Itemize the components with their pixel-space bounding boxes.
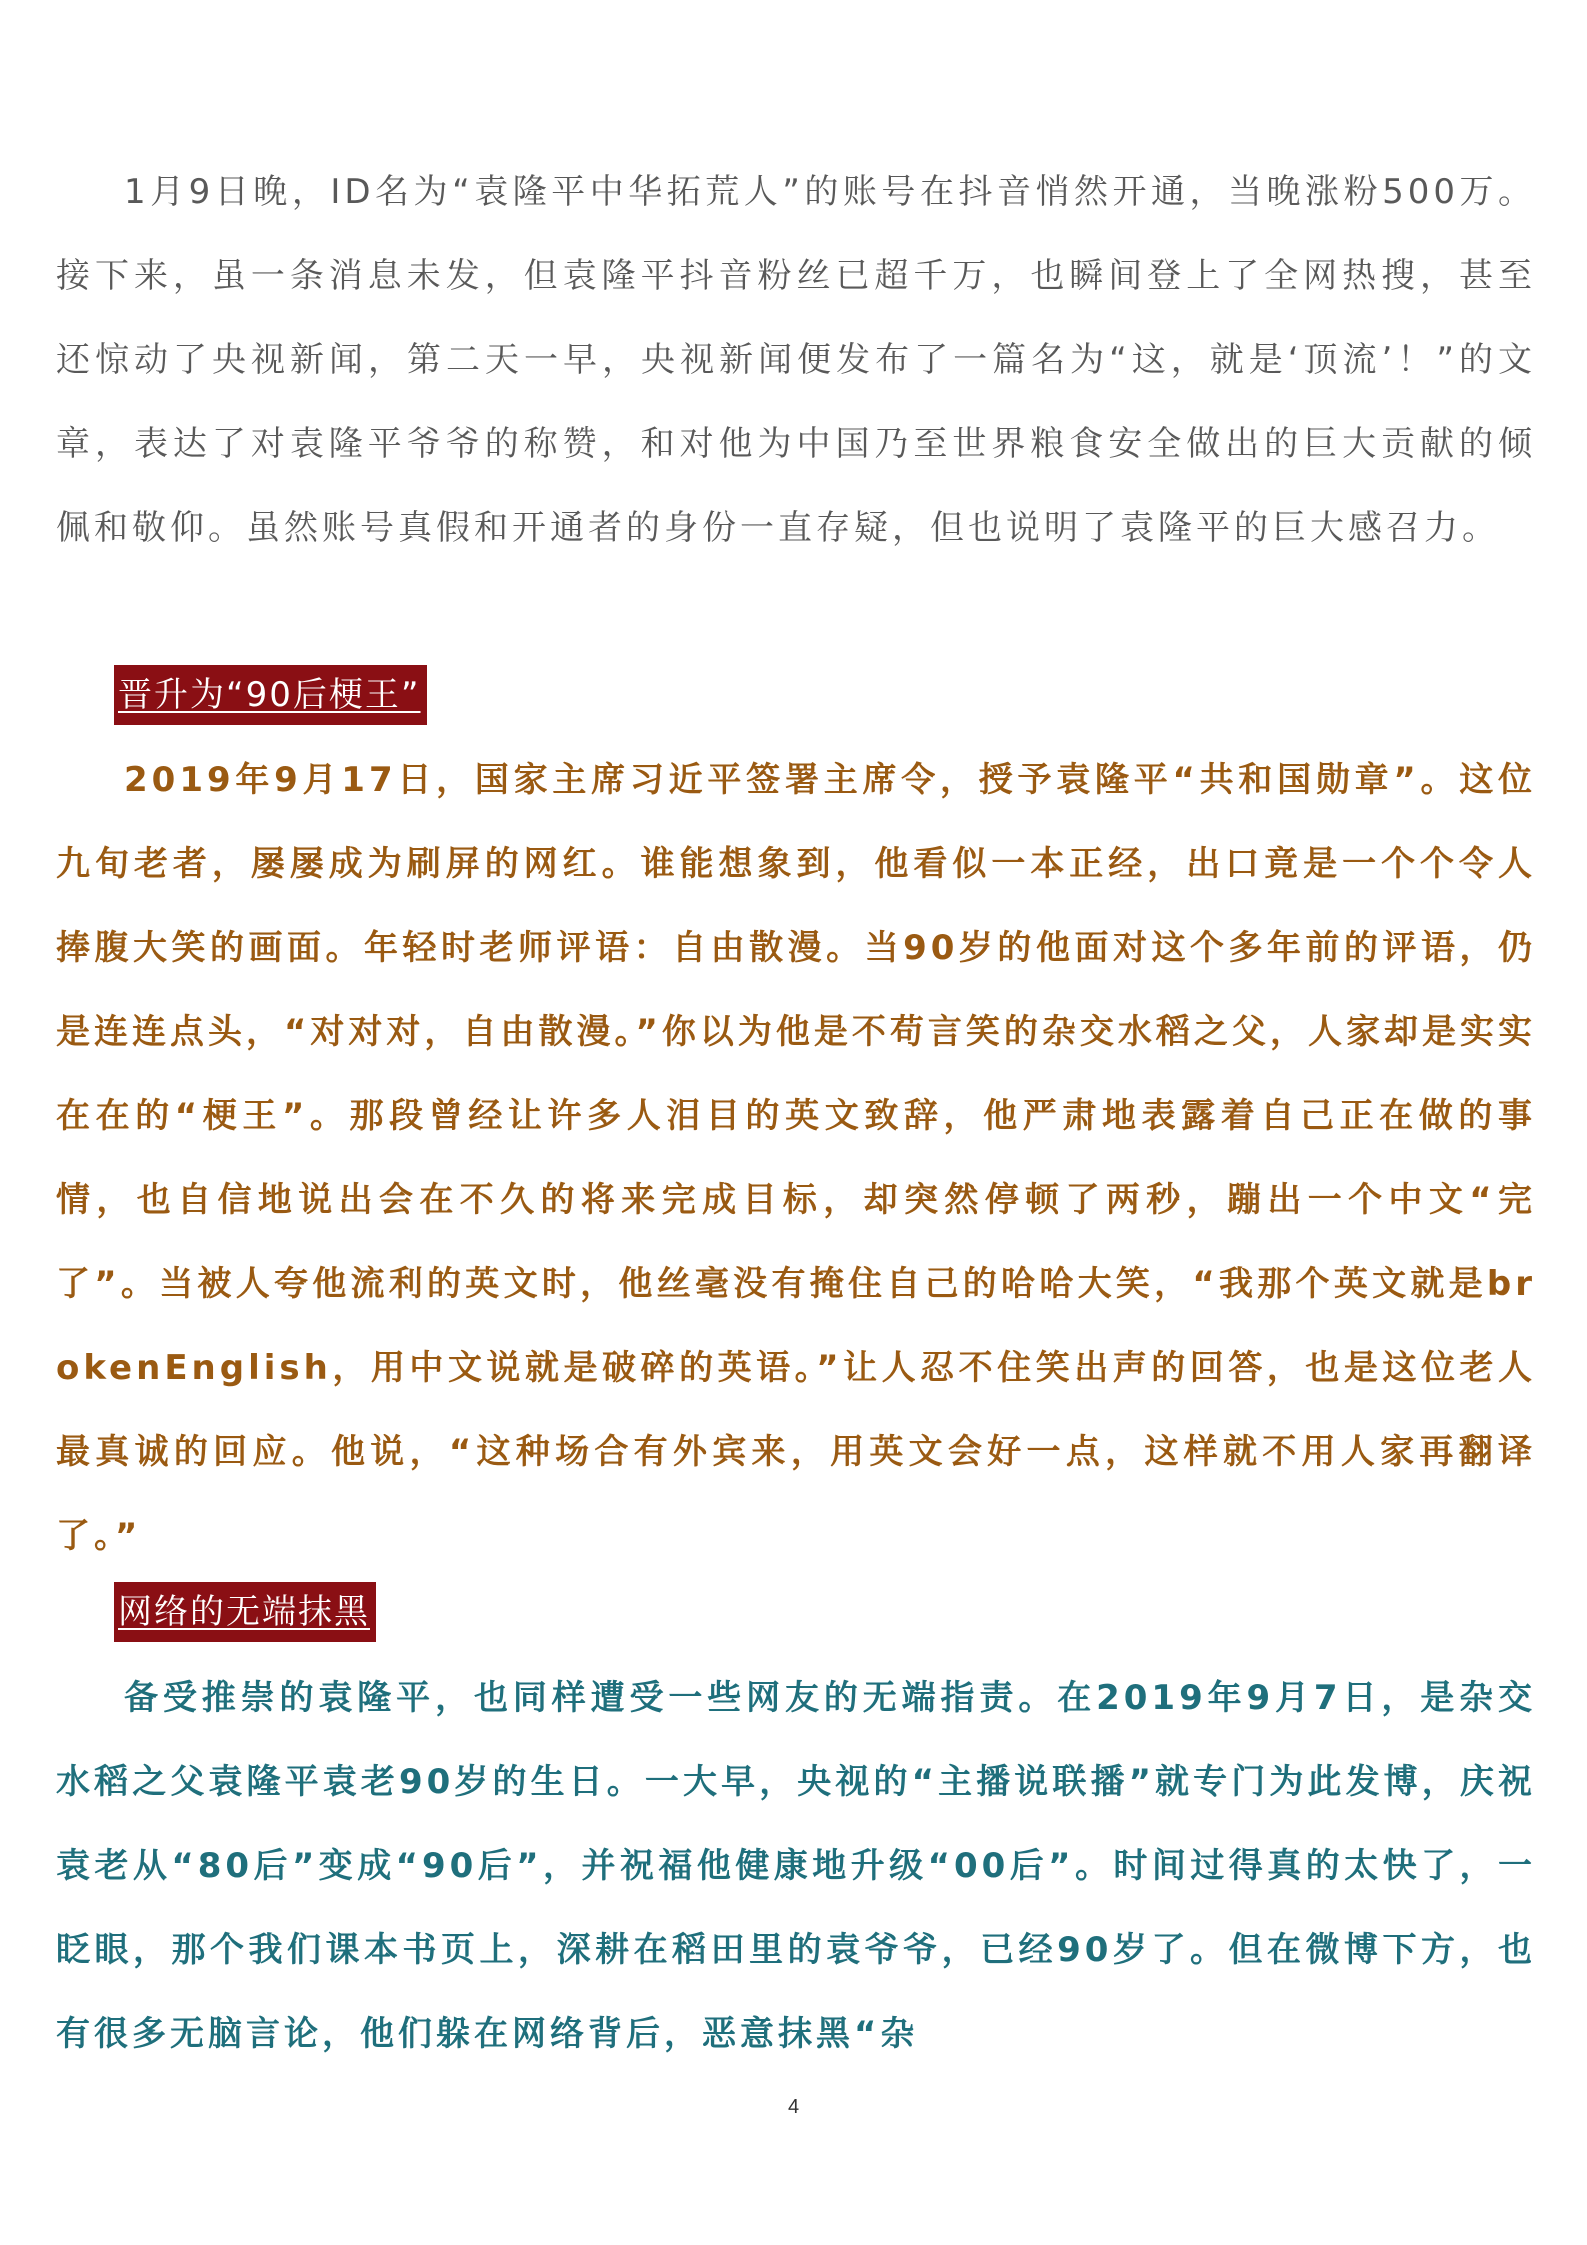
smear-paragraph: 备受推崇的袁隆平，也同样遭受一些网友的无端指责。在2019年9月7日，是杂交水稻之父袁隆平袁老90岁的生日。一大早，央视的“主播说联播”就专门为此发博，庆祝袁老从“80后”变成“90后”，并祝福他健康地升级“00后”。时间过得真的太快了，一眨眼，那个我们课本书页上，深耕在稻田里的袁爷爷，已经90岁了。但在微博下方，也有很多无脑言论，他们躲在网络背后，恶意抹黑“杂 <box>56 1678 1536 2054</box>
section-heading-meme-king: 晋升为“90后梗王” <box>114 665 427 725</box>
page-number: 4 <box>787 2096 800 2118</box>
section-heading-smear: 网络的无端抹黑 <box>114 1582 376 1642</box>
intro-paragraph: 1月9日晚，ID名为“袁隆平中华拓荒人”的账号在抖音悄然开通，当晚涨粉500万。接下来，虽一条消息未发，但袁隆平抖音粉丝已超千万，也瞬间登上了全网热搜，甚至还惊动了央视新闻，第二天一早，央视新闻便发布了一篇名为“这，就是‘顶流’！”的文章，表达了对袁隆平爷爷的称赞，和对他为中国乃至世界粮食安全做出的巨大贡献的倾佩和敬仰。虽然账号真假和开通者的身份一直存疑，但也说明了袁隆平的巨大感召力。 <box>56 172 1536 548</box>
meme-king-paragraph: 2019年9月17日，国家主席习近平签署主席令，授予袁隆平“共和国勋章”。这位九旬老者，屡屡成为刷屏的网红。谁能想象到，他看似一本正经，出口竟是一个个令人捧腹大笑的画面。年轻时老师评语：自由散漫。当90岁的他面对这个多年前的评语，仍是连连点头，“对对对，自由散漫。”你以为他是不苟言笑的杂交水稻之父，人家却是实实在在的“梗王”。那段曾经让许多人泪目的英文致辞，他严肃地表露着自己正在做的事情，也自信地说出会在不久的将来完成目标，却突然停顿了两秒，蹦出一个中文“完了”。当被人夸他流利的英文时，他丝毫没有掩住自己的哈哈大笑，“我那个英文就是brokenEnglish，用中文说就是破碎的英语。”让人忍不住笑出声的回答，也是这位老人最真诚的回应。他说，“这种场合有外宾来，用英文会好一点，这样就不用人家再翻译了。” <box>56 760 1536 1556</box>
